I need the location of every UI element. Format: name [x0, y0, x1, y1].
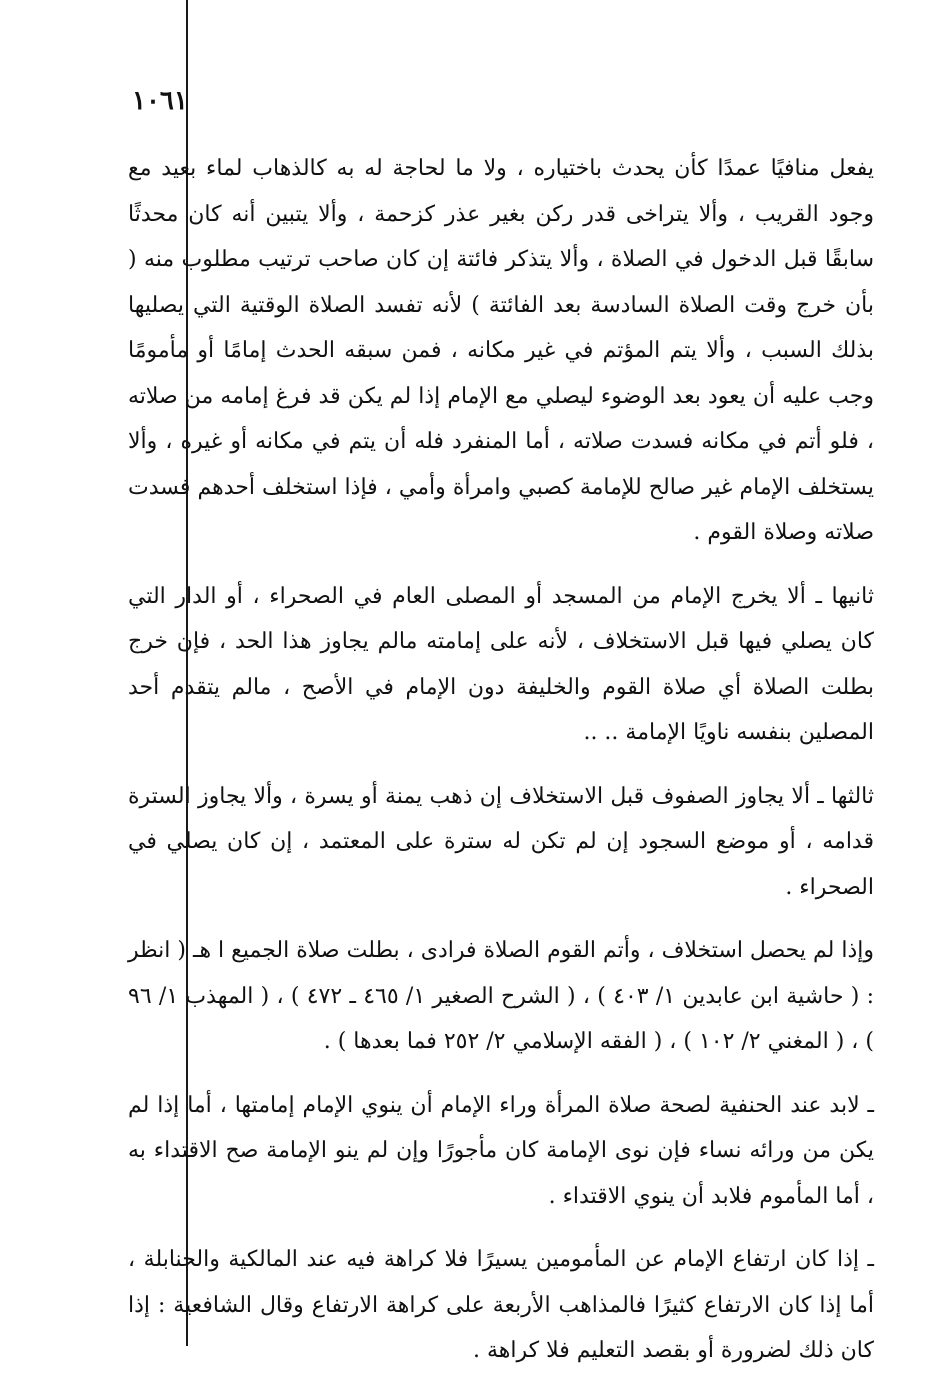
paragraph-hanafi-intention: ـ لابد عند الحنفية لصحة صلاة المرأة وراء الإمام أن ينوي الإمام إمامتها ، أما إذا لم يكن من ورائه نساء فإن نوى الإمامة كان مأجورًا وإن لم ينو الإمامة صح الاقتداء به ، أما المأموم فلابد أن ينوي الاقتداء .	[128, 1092, 874, 1209]
paragraph-third-condition: ثالثها ـ ألا يجاوز الصفوف قبل الاستخلاف إن ذهب يمنة أو يسرة ، وألا يجاوز السترة قدامه ، أو موضع السجود إن لم تكن له سترة على المعتمد ، إن كان يصلي في الصحراء .	[128, 783, 874, 900]
paragraph-imam-elevation: ـ إذا كان ارتفاع الإمام عن المأمومين يسيرًا فلا كراهة فيه عند المالكية والحنابلة ، أما إذا كان الارتفاع كثيرًا فالمذاهب الأربعة على كراهة الارتفاع وقال الشافعية : إذا كان ذلك لضرورة أو بقصد التعليم فلا كراهة .	[128, 1247, 874, 1363]
paragraph-second-condition: ثانيها ـ ألا يخرج الإمام من المسجد أو المصلى العام في الصحراء ، أو الدار التي كان يصلي فيها قبل الاستخلاف ، لأنه على إمامته مالم يجاوز هذا الحد ، فإن خرج بطلت الصلاة أي صلاة القوم والخليفة دون الإمام في الأصح ، مالم يتقدم أحد المصلين بنفسه ناويًا الإمامة .. ..	[128, 583, 874, 745]
paragraph-conditions-continued: يفعل منافيًا عمدًا كأن يحدث باختياره ، ولا ما لحاجة له به كالذهاب لماء بعيد مع وجود القريب ، وألا يتراخى قدر ركن بغير عذر كزحمة ، وألا يتبين أنه كان محدثًا سابقًا قبل الدخول في الصلاة ، وألا يتذكر فائتة إن كان صاحب ترتيب مطلوب منه ( بأن خرج وقت الصلاة السادسة بعد الفائتة ) لأنه تفسد الصلاة الوقتية التي يصليها بذلك السبب ، وألا يتم المؤتم في غير مكانه ، فمن سبقه الحدث إمامًا أو مأمومًا وجب عليه أن يعود بعد الوضوء ليصلي مع الإمام إذا لم يكن قد فرغ إمامه من صلاته ، فلو أتم في مكانه فسدت صلاته ، أما المنفرد فله أن يتم في مكانه أو غيره ، وألا يستخلف الإمام غير صالح للإمامة كصبي وامرأة وأمي ، فإذا استخلف أحدهم فسدت صلاته وصلاة القوم .	[128, 156, 874, 545]
page-number: ١٠٦١	[132, 86, 188, 116]
paragraph-references: وإذا لم يحصل استخلاف ، وأتم القوم الصلاة فرادى ، بطلت صلاة الجميع ا هـ ( انظر : ( حاشية ابن عابدين ١/ ٤٠٣ ) ، ( الشرح الصغير ١/ ٤٦٥ ـ ٤٧٢ ) ، ( المهذب ١/ ٩٦ ) ، ( المغني ٢/ ١٠٢ ) ، ( الفقه الإسلامي ٢/ ٢٥٢ فما بعدها ) .	[128, 938, 874, 1054]
page-body	[128, 146, 874, 1392]
